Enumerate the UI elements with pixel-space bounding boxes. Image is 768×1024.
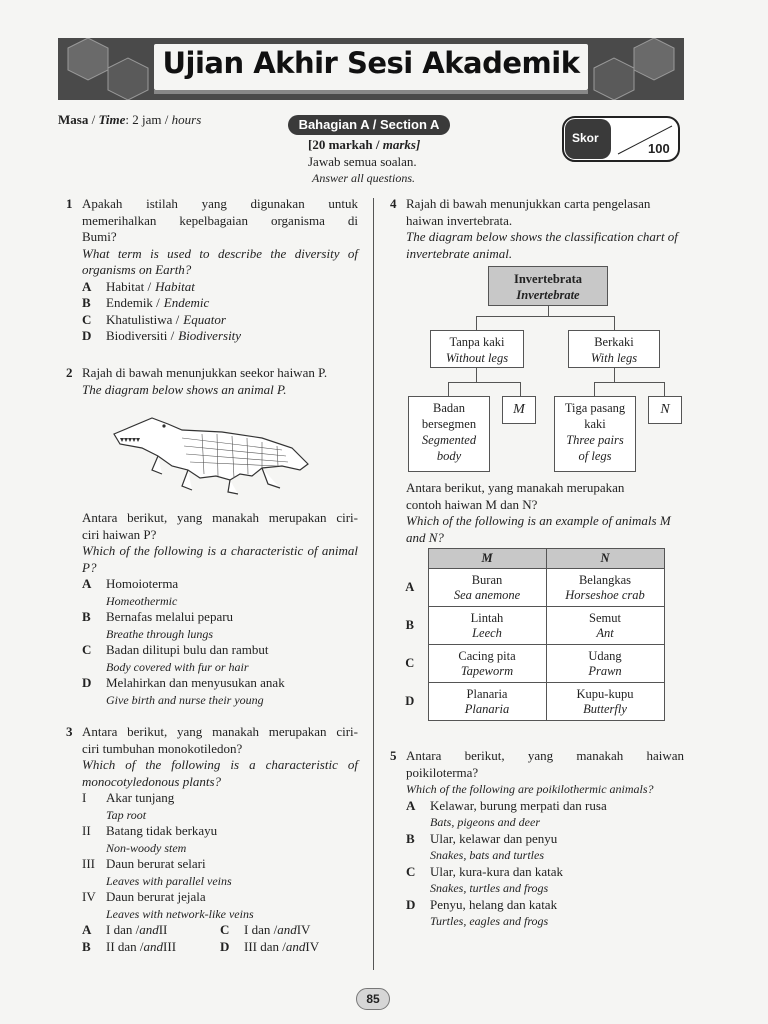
option-text: II dan / — [106, 938, 144, 954]
q4-ask-en: Which of the following is an example of animals M — [406, 513, 671, 528]
root-label: Invertebrata — [513, 272, 583, 286]
roman-numeral: I — [82, 790, 87, 805]
table-cell — [546, 569, 664, 607]
statement-text-en: Non-woody stem — [106, 840, 187, 855]
q3-text: ciri tumbuhan monokotiledon? — [82, 740, 243, 756]
q4-text-en: invertebrate animal. — [406, 245, 513, 261]
option-b[interactable] — [82, 609, 358, 626]
instruction-en: Answer all questions. — [312, 171, 416, 185]
column-divider — [373, 198, 374, 970]
marks-info — [308, 137, 420, 153]
statement-text-en: Leaves with network-like veins — [106, 906, 254, 921]
option-text-en: Homeothermic — [106, 593, 178, 608]
table-cell — [546, 645, 664, 683]
chart-segmented-body — [408, 396, 490, 472]
option-text-en: Snakes, turtles and frogs — [430, 881, 549, 895]
option-text: Ular, kura-kura dan katak — [430, 863, 564, 879]
option-letter: D — [82, 328, 92, 343]
q4-text-en: The diagram below shows the classification chart of — [406, 229, 678, 244]
option-letter: B — [82, 938, 91, 954]
option-a[interactable] — [406, 798, 684, 815]
table-row[interactable] — [392, 607, 664, 645]
cell-text-en: Planaria — [464, 701, 510, 716]
score-total: 100 — [648, 141, 670, 156]
statement-text: Akar tunjang — [106, 790, 175, 805]
question-4 — [390, 196, 684, 262]
node-label-en: With legs — [590, 351, 638, 365]
node-label: Tanpa kaki — [449, 335, 505, 349]
q1-text-en: What term is used to describe the diversity of — [82, 245, 358, 261]
option-d[interactable] — [82, 328, 358, 345]
q1-text: Apakah istilah yang digunakan untuk — [82, 196, 358, 211]
option-letter: A — [82, 278, 92, 294]
time-info: Masa / Time: 2 jam / hours — [58, 112, 202, 127]
q2-text-en: The diagram below shows an animal P. — [82, 381, 287, 397]
option-text: Bernafas melalui peparu — [106, 609, 234, 624]
option-letter: C — [220, 922, 230, 937]
table-row[interactable] — [392, 683, 664, 721]
marks-en: marks] — [382, 137, 421, 152]
option-text: Ular, kelawar dan penyu — [430, 830, 558, 846]
option-text: Homoioterma — [106, 576, 179, 591]
option-c[interactable] — [406, 864, 684, 881]
node-label-en: Segmented — [421, 433, 477, 447]
option-letter: D — [405, 694, 415, 708]
cell-text-en: Prawn — [588, 663, 622, 678]
option-text-en: Body covered with fur or hair — [106, 659, 249, 674]
option-text: Khatulistiwa / — [106, 311, 180, 327]
option-text-en: Endemic — [163, 295, 210, 310]
time-label: Time — [98, 112, 126, 127]
root-label-en: Invertebrate — [516, 288, 580, 302]
question-number: 2 — [66, 365, 73, 380]
option-c[interactable] — [82, 312, 358, 329]
option-letter: A — [82, 922, 92, 937]
masa-label: Masa — [58, 112, 89, 127]
cell-text: Kupu-kupu — [576, 686, 634, 701]
option-letter: C — [82, 642, 92, 657]
cell-text-en: Ant — [596, 625, 614, 640]
node-label-en: of legs — [578, 449, 612, 463]
statement-text: Batang tidak berkayu — [106, 823, 218, 838]
option-c[interactable] — [220, 922, 358, 939]
cell-text-en: Sea anemone — [453, 587, 521, 602]
option-text: Biodiversiti / — [106, 328, 175, 343]
node-label: Badan — [433, 401, 465, 415]
table-cell — [428, 683, 546, 721]
option-text-en: Habitat — [155, 278, 195, 294]
q2-text: Rajah di bawah menunjukkan seekor haiwan P. — [82, 365, 328, 380]
chart-without-legs — [430, 330, 524, 368]
cell-text: Lintah — [470, 610, 504, 625]
question-number: 1 — [66, 196, 73, 211]
q5-text: Antara berikut, yang manakah haiwan — [406, 748, 684, 763]
option-text-en: Turtles, eagles and frogs — [430, 914, 549, 928]
option-a[interactable] — [82, 922, 220, 939]
node-label: Berkaki — [594, 335, 634, 349]
q3-text: Antara berikut, yang manakah merupakan ciri- — [82, 724, 358, 739]
option-letter: B — [406, 830, 415, 846]
statement-3 — [82, 856, 358, 873]
node-label-en: Three pairs — [566, 433, 624, 447]
cell-text: Udang — [588, 648, 622, 663]
option-letter: C — [405, 656, 415, 670]
statement-2 — [82, 823, 358, 840]
node-label: Tiga pasang — [564, 401, 626, 415]
q4-ask-en: and N? — [406, 529, 444, 545]
node-label-en: body — [436, 449, 462, 463]
q4-ask: contoh haiwan M dan N? — [406, 496, 538, 512]
q3-text-en: Which of the following is a characteristic of — [82, 757, 358, 772]
q3-text-en: monocotyledonous plants? — [82, 773, 222, 789]
option-text-en: Give birth and nurse their young — [106, 692, 264, 707]
statement-text-en: Tap root — [106, 807, 147, 822]
statement-text: Daun berurat selari — [106, 856, 206, 871]
statement-text: Daun berurat jejala — [106, 889, 206, 904]
option-text-en: Snakes, bats and turtles — [430, 848, 544, 862]
chart-m-box: M — [502, 396, 536, 424]
q1-text: Bumi? — [82, 229, 117, 244]
option-and: and — [277, 922, 297, 937]
option-text: III dan / — [244, 938, 286, 954]
option-b[interactable] — [82, 939, 220, 956]
roman-numeral: IV — [82, 889, 96, 904]
q2-ask-en: P? — [82, 559, 97, 575]
option-d[interactable] — [220, 939, 358, 956]
cell-text-en: Leech — [472, 625, 502, 640]
cell-text: Semut — [589, 610, 621, 625]
q2-ask: Antara berikut, yang manakah merupakan ciri- — [82, 510, 358, 525]
option-letter: D — [220, 938, 230, 954]
option-text: IV — [296, 922, 311, 937]
option-and: and — [143, 938, 164, 954]
page-number: 85 — [356, 988, 390, 1010]
duration-text: : 2 jam / — [125, 112, 169, 127]
option-letter: D — [406, 896, 416, 912]
statement-1 — [82, 790, 358, 807]
question-3 — [66, 724, 358, 955]
option-a[interactable] — [82, 279, 358, 296]
question-2 — [66, 365, 358, 398]
option-text: Penyu, helang dan katak — [430, 896, 558, 912]
option-text: Endemik / — [106, 295, 160, 310]
question-number: 5 — [390, 748, 397, 763]
q2-ask: ciri haiwan P? — [82, 526, 157, 542]
option-b[interactable] — [406, 831, 684, 848]
option-text: I dan / — [106, 922, 140, 937]
option-text: Melahirkan dan menyusukan anak — [106, 675, 285, 690]
node-label-en: Without legs — [445, 351, 509, 365]
option-letter: B — [82, 295, 91, 310]
option-text: III — [163, 938, 177, 954]
score-box — [562, 116, 680, 162]
option-a[interactable] — [82, 576, 358, 593]
hours-text: hours — [171, 112, 202, 127]
table-row[interactable] — [392, 645, 664, 683]
cell-text: Planaria — [466, 686, 508, 701]
table-row[interactable] — [392, 569, 664, 607]
option-text: I dan / — [244, 922, 278, 937]
cell-text: Belangkas — [578, 572, 632, 587]
option-text-en: Equator — [183, 311, 226, 327]
classification-chart — [406, 264, 686, 474]
q5-text-en: Which of the following are poikilothermic animals? — [406, 782, 654, 796]
col-header-n: N — [546, 549, 664, 569]
chart-three-pairs-legs — [554, 396, 636, 472]
q4-ask: Antara berikut, yang manakah merupakan — [406, 480, 625, 495]
chart-n-box: N — [648, 396, 682, 424]
statement-4 — [82, 889, 358, 906]
q4-text: haiwan invertebrata. — [406, 212, 513, 228]
option-text: Badan dilitupi bulu dan rambut — [106, 642, 269, 657]
col-header-m: M — [428, 549, 546, 569]
node-label: kaki — [584, 417, 606, 431]
option-and: and — [139, 922, 159, 937]
table-cell — [428, 569, 546, 607]
answer-table — [392, 548, 665, 721]
cell-text: Cacing pita — [458, 648, 516, 663]
question-number: 3 — [66, 724, 73, 739]
option-letter: C — [406, 863, 416, 879]
score-label: Skor — [572, 131, 599, 145]
statement-text-en: Leaves with parallel veins — [106, 873, 232, 888]
table-cell — [546, 683, 664, 721]
option-c[interactable] — [82, 642, 358, 659]
section-badge: Bahagian A / Section A — [288, 115, 450, 135]
option-letter: C — [82, 311, 92, 327]
option-text: Kelawar, burung merpati dan rusa — [430, 797, 607, 813]
option-d[interactable] — [406, 897, 684, 914]
cell-text-en: Butterfly — [583, 701, 627, 716]
option-letter: D — [82, 675, 92, 690]
option-letter: A — [82, 576, 92, 591]
marks-ms: [20 markah / — [308, 137, 380, 152]
question-2-ask — [66, 510, 358, 708]
table-cell — [428, 607, 546, 645]
question-5 — [390, 748, 684, 930]
option-letter: B — [405, 618, 414, 632]
cell-text-en: Tapeworm — [460, 663, 514, 678]
page-title: Ujian Akhir Sesi Akademik — [162, 46, 580, 80]
q5-text: poikiloterma? — [406, 764, 479, 780]
q1-text-en: organisms on Earth? — [82, 262, 192, 277]
chart-with-legs — [568, 330, 660, 368]
option-text-en: Bats, pigeons and deer — [430, 815, 540, 829]
q2-ask-en: Which of the following is a characteristic of animal — [82, 543, 358, 558]
table-cell — [546, 607, 664, 645]
option-text: Habitat / — [106, 278, 152, 294]
option-text: IV — [305, 938, 320, 954]
question-number: 4 — [390, 196, 397, 211]
q4-text: Rajah di bawah menunjukkan carta pengelasan — [406, 196, 651, 211]
question-1 — [66, 196, 358, 345]
crocodile-illustration — [112, 404, 312, 496]
option-letter: B — [82, 609, 91, 624]
option-letter: A — [405, 580, 415, 594]
option-and: and — [285, 938, 306, 954]
node-label: bersegmen — [421, 417, 477, 431]
option-d[interactable] — [82, 675, 358, 692]
instruction-ms: Jawab semua soalan. — [308, 154, 417, 169]
table-cell — [428, 645, 546, 683]
option-text: II — [158, 922, 168, 937]
question-4-ask — [390, 480, 684, 546]
chart-root — [488, 266, 608, 306]
title-banner — [58, 38, 684, 100]
q1-text: memerihalkan kepelbagaian organisma di — [82, 212, 358, 228]
option-text-en: Breathe through lungs — [106, 626, 214, 641]
cell-text-en: Horseshoe crab — [565, 587, 645, 602]
cell-text: Buran — [471, 572, 503, 587]
option-letter: A — [406, 797, 416, 813]
option-b[interactable] — [82, 295, 358, 312]
option-text-en: Biodiversity — [178, 328, 242, 343]
roman-numeral: III — [82, 856, 95, 871]
roman-numeral: II — [82, 823, 91, 838]
